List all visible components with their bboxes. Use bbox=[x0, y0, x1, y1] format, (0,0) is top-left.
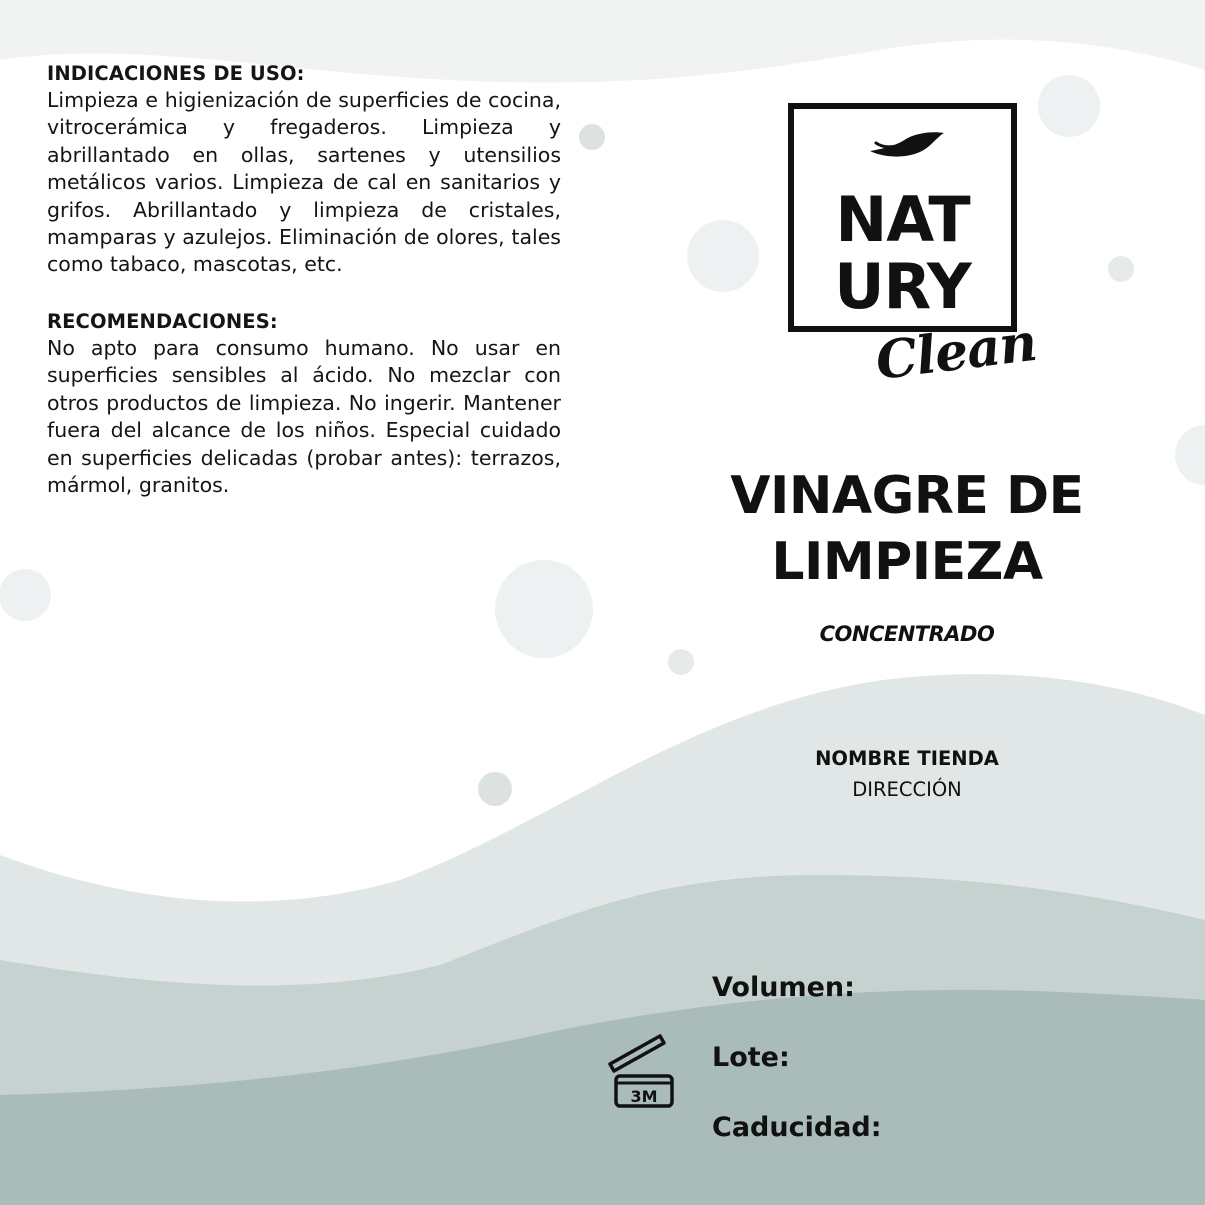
lot-field: Lote: bbox=[712, 1042, 790, 1073]
recommendations-section bbox=[47, 308, 561, 499]
bubble bbox=[1175, 425, 1205, 485]
bubble bbox=[478, 772, 512, 806]
bubble bbox=[495, 560, 593, 658]
leaf-icon bbox=[866, 129, 946, 165]
product-title-line2: LIMPIEZA bbox=[771, 532, 1043, 592]
recommendations-heading: RECOMENDACIONES: bbox=[47, 310, 278, 333]
pao-label: 3M bbox=[630, 1087, 658, 1106]
bubble bbox=[0, 569, 51, 621]
expiry-field: Caducidad: bbox=[712, 1112, 882, 1143]
brand-name-line1: NAT bbox=[835, 183, 970, 256]
volume-field: Volumen: bbox=[712, 972, 855, 1003]
product-title-line1: VINAGRE DE bbox=[730, 466, 1084, 526]
product-subtitle: CONCENTRADO bbox=[819, 622, 995, 646]
usage-heading: INDICACIONES DE USO: bbox=[47, 62, 305, 85]
bubble bbox=[1108, 256, 1134, 282]
bubble bbox=[687, 220, 759, 292]
bubble bbox=[1038, 75, 1100, 137]
usage-text: Limpieza e higienización de superficies de cocina, vitrocerámica y fregaderos. Limpieza y abrillantado en ollas, sartenes y utensilios metálicos varios. Limpieza de cal en sanitarios y grifos. Abrillantado y limpieza de cristales, mamparas y azulejos. Eliminación de olores, tales como tabaco, mascotas, etc. bbox=[47, 88, 561, 277]
brand-subtitle: Clean bbox=[872, 311, 1040, 392]
open-jar-icon bbox=[600, 1030, 680, 1112]
usage-section bbox=[47, 60, 561, 279]
brand-logo bbox=[788, 103, 1017, 332]
brand-name-line2: URY bbox=[834, 250, 971, 323]
store-address: DIRECCIÓN bbox=[852, 778, 962, 801]
store-name: NOMBRE TIENDA bbox=[815, 747, 999, 770]
product-title bbox=[700, 463, 1114, 595]
bubble bbox=[668, 649, 694, 675]
recommendations-text: No apto para consumo humano. No usar en superficies sensibles al ácido. No mezclar con otros productos de limpieza. No ingerir. Mantener fuera del alcance de los niños. Especial cuidado en superficies delicadas (probar antes): terrazos, mármol, granitos. bbox=[47, 336, 561, 498]
bubble bbox=[579, 124, 605, 150]
